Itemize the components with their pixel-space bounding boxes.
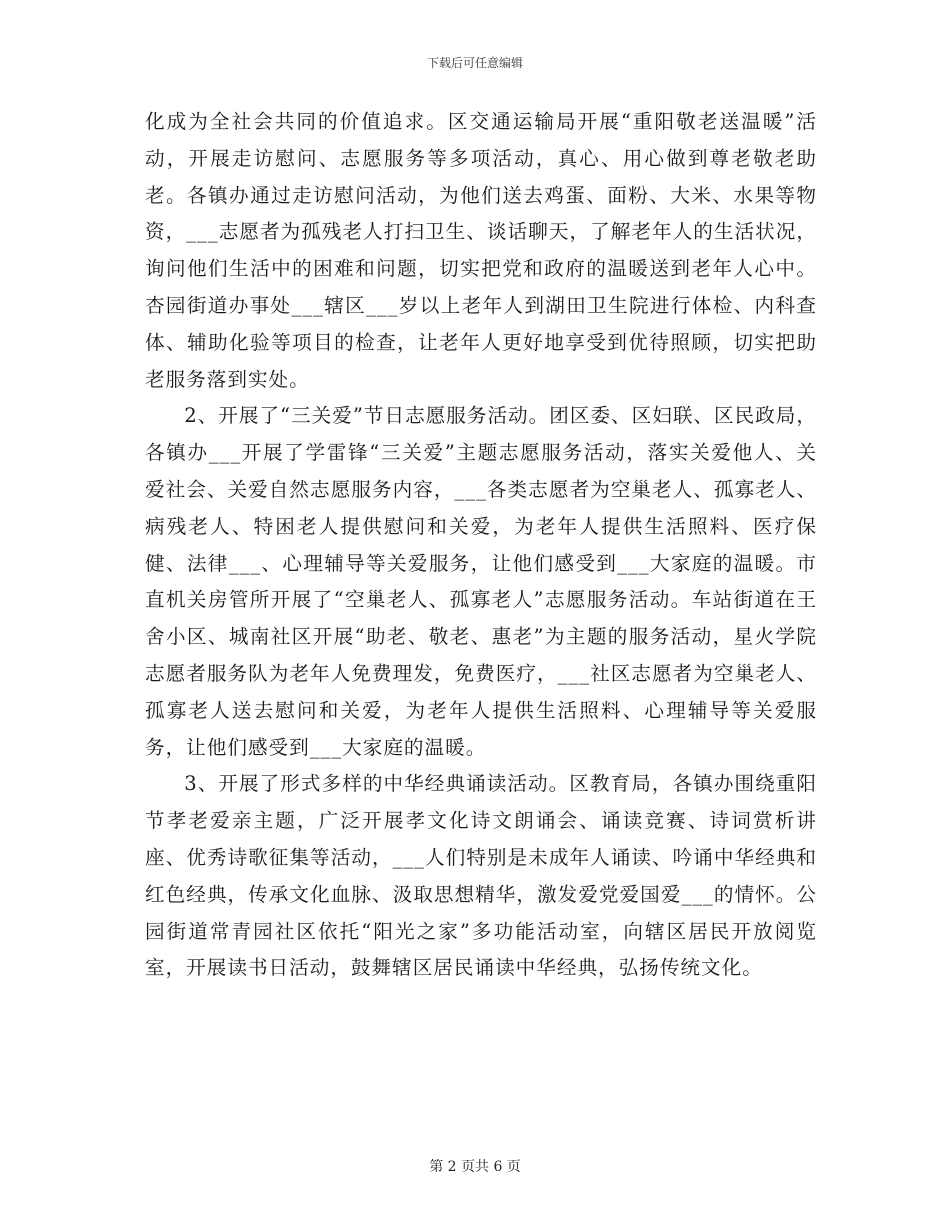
document-body xyxy=(145,104,817,987)
paragraph-continuation: 化成为全社会共同的价值追求。区交通运输局开展“重阳敬老送温暖”活动，开展走访慰问、志愿服务等多项活动，真心、用心做到尊老敬老助老。各镇办通过走访慰问活动，为他们送去鸡蛋、面粉、大米、水果等物资，___志愿者为孤残老人打扫卫生、谈话聊天，了解老年人的生活状况，询问他们生活中的困难和问题，切实把党和政府的温暖送到老年人心中。杏园街道办事处___辖区___岁以上老年人到湖田卫生院进行体检、内科查体、辅助化验等项目的检查，让老年人更好地享受到优待照顾，切实把助老服务落到实处。 xyxy=(145,110,817,391)
paragraph-item-2: 2、开展了“三关爱”节日志愿服务活动。团区委、区妇联、区民政局，各镇办___开展了学雷锋“三关爱”主题志愿服务活动，落实关爱他人、关爱社会、关爱自然志愿服务内容，___各类志愿者为空巢老人、孤寡老人、病残老人、特困老人提供慰问和关爱，为老年人提供生活照料、医疗保健、法律___、心理辅导等关爱服务，让他们感受到___大家庭的温暖。市直机关房管所开展了“空巢老人、孤寡老人”志愿服务活动。车站街道在王舍小区、城南社区开展“助老、敬老、惠老”为主题的服务活动，星火学院志愿者服务队为老年人免费理发，免费医疗，___社区志愿者为空巢老人、孤寡老人送去慰问和关爱，为老年人提供生活照料、心理辅导等关爱服务，让他们感受到___大家庭的温暖。 xyxy=(145,404,817,759)
page-number: 第 2 页共 6 页 xyxy=(429,1159,521,1175)
page-header: 下载后可任意编辑 xyxy=(426,56,523,70)
paragraph-item-3: 3、开展了形式多样的中华经典诵读活动。区教育局，各镇办围绕重阳节孝老爱亲主题，广泛开展孝文化诗文朗诵会、诵读竞赛、诗词赏析讲座、优秀诗歌征集等活动，___人们特别是未成年人诵读、吟诵中华经典和红色经典，传承文化血脉、汲取思想精华，激发爱党爱国爱___的情怀。公园街道常青园社区依托“阳光之家”多功能活动室，向辖区居民开放阅览室，开展读书日活动，鼓舞辖区居民诵读中华经典，弘扬传统文化。 xyxy=(145,772,817,980)
